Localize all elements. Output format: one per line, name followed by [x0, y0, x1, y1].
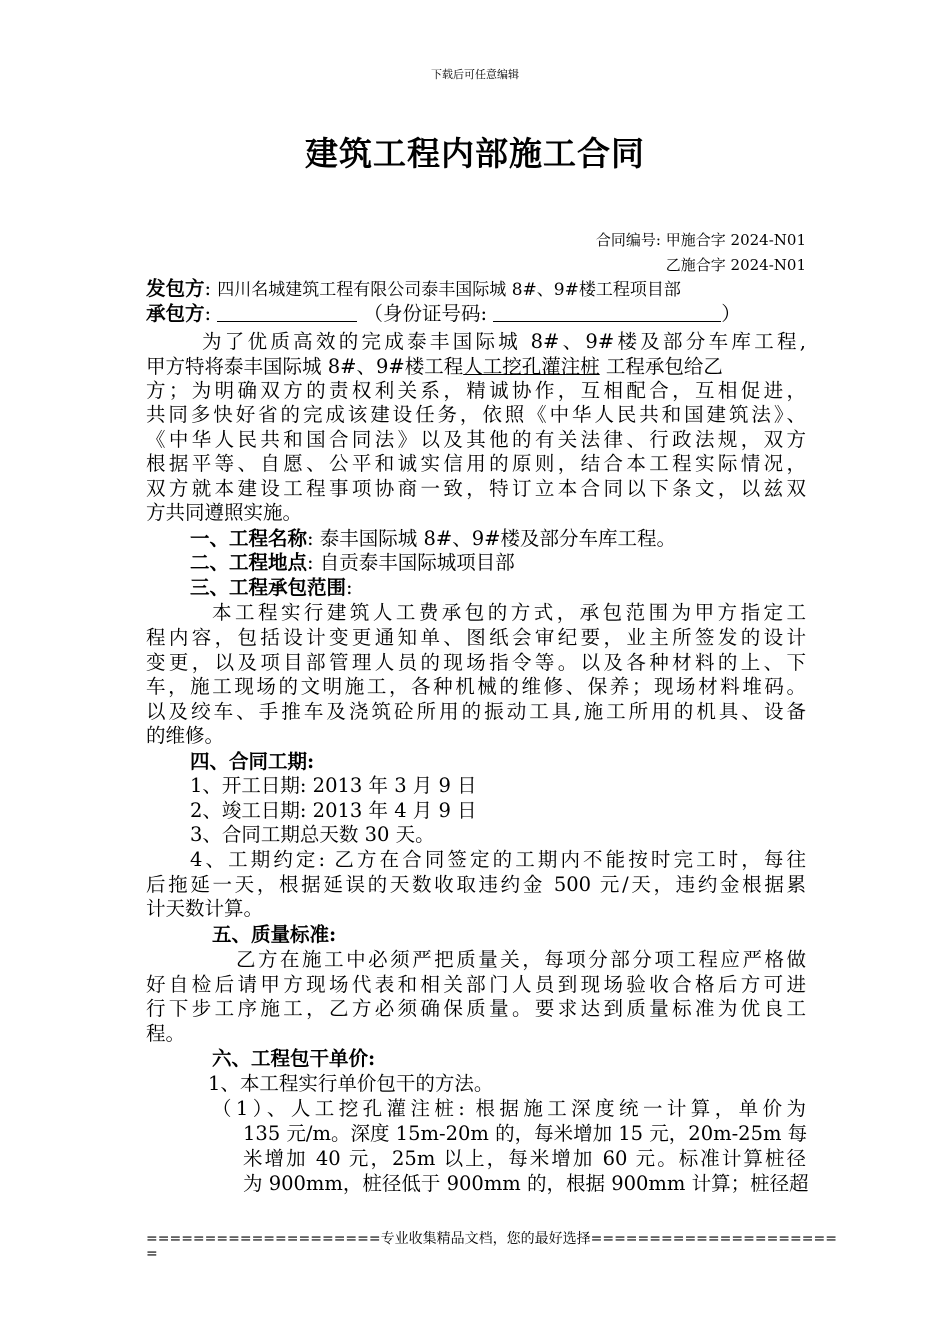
section-5-line-3: 行下步工序施工，乙方必须确保质量。要求达到质量标准为优良工: [146, 997, 806, 1020]
section-3-line-3: 变更，以及项目部管理人员的现场指令等。以及各种材料的上、下: [146, 651, 806, 674]
employer-label: 发包方: [146, 277, 205, 300]
contract-number-yi: 乙施合字 2024-N01: [665, 256, 806, 274]
section-6-para-line-4: 为 900mm，桩径低于 900mm 的，根据 900mm 计算；桩径超: [243, 1172, 809, 1195]
section-5-label: 五、质量标准:: [212, 923, 337, 946]
section-2: [190, 551, 850, 576]
contract-number-label: 合同编号:: [595, 231, 661, 249]
contractor-name-blank: [217, 303, 357, 322]
section-2-value: : 自贡泰丰国际城项目部: [307, 551, 515, 574]
section-4-label: 四、合同工期:: [190, 750, 315, 773]
section-4-item-2: 2、竣工日期: 2013 年 4 月 9 日: [190, 799, 477, 822]
header-note: 下载后可任意编辑: [431, 68, 519, 81]
intro-line-2b: 工程承包给乙: [605, 355, 723, 378]
intro-line-4: 共同多快好省的完成该建设任务，依照《中华人民共和国建筑法》、: [146, 403, 806, 426]
intro-line-6: 根据平等、自愿、公平和诚实信用的原则，结合本工程实际情况，: [146, 452, 806, 475]
contractor-label: 承包方: [146, 302, 205, 325]
section-5-line-2: 好自检后请甲方现场代表和相关部门人员到现场验收合格后方可进: [146, 973, 806, 996]
section-3-line-5: 以及绞车、手推车及浇筑砼所用的振动工具,施工所用的机具、设备: [146, 700, 806, 723]
section-6-para-line-2: 135 元/m。深度 15m-20m 的，每米增加 15 元，20m-25m 每: [243, 1122, 808, 1145]
section-3-line-4: 车，施工现场的文明施工，各种机械的维修、保养；现场材料堆码。: [146, 675, 806, 698]
section-2-label: 二、工程地点: [190, 551, 308, 574]
underlined-scope: 人工挖孔灌注桩: [463, 355, 600, 378]
section-4-item-4c: 计天数计算。: [146, 897, 264, 920]
section-4-item-3: 3、合同工期总天数 30 天。: [190, 823, 435, 846]
section-6-label: 六、工程包干单价:: [212, 1047, 376, 1070]
section-3-heading: [190, 576, 850, 601]
section-4-item-4b: 后拖延一天，根据延误的天数收取违约金 500 元/天，违约金根据累: [146, 873, 806, 896]
section-1-value: : 泰丰国际城 8#、9#楼及部分车库工程。: [307, 527, 676, 550]
contract-number-jia-value: 甲施合字 2024-N01: [665, 231, 806, 249]
contractor-line: 承包方: （身份证号码: ）: [146, 302, 741, 325]
contract-number-jia: [596, 229, 806, 250]
section-6-item-1: 1、本工程实行单价包干的方法。: [208, 1072, 494, 1095]
section-1: [190, 527, 850, 552]
document-title: 建筑工程内部施工合同: [305, 134, 645, 173]
intro-line-1: 为了优质高效的完成泰丰国际城 8#、9#楼及部分车库工程,: [202, 330, 806, 353]
section-3-line-6: 的维修。: [146, 724, 225, 747]
employer-value: 四川名城建筑工程有限公司泰丰国际城 8#、9#楼工程项目部: [217, 280, 681, 300]
footer-line-1: ====================专业收集精品文档，您的最好选择=====================: [146, 1231, 837, 1247]
section-3-line-2: 程内容，包括设计变更通知单、图纸会审纪要，业主所签发的设计: [146, 626, 806, 649]
section-5-line-4: 程。: [146, 1022, 186, 1045]
id-label: （身份证号码:: [363, 302, 488, 325]
employer-line: 发包方: 四川名城建筑工程有限公司泰丰国际城 8#、9#楼工程项目部: [146, 277, 681, 300]
section-4-item-1: 1、开工日期: 2013 年 3 月 9 日: [190, 774, 477, 797]
footer-line-2: =: [146, 1246, 158, 1262]
intro-line-7: 双方就本建设工程事项协商一致，特订立本合同以下条文，以兹双: [146, 477, 806, 500]
section-4-item-4a: 4、工期约定: 乙方在合同签定的工期内不能按时完工时，每往: [190, 848, 806, 871]
section-3-line-1: 本工程实行建筑人工费承包的方式，承包范围为甲方指定工: [212, 601, 806, 624]
intro-line-2: [146, 355, 806, 380]
intro-line-2a: 甲方特将泰丰国际城 8#、9#楼工程: [146, 355, 464, 378]
section-3-colon: :: [346, 576, 353, 599]
intro-line-8: 方共同遵照实施。: [146, 501, 303, 524]
id-number-blank: [493, 303, 721, 322]
section-6-para-line-1: （1）、人工挖孔灌注桩: 根据施工深度统一计算，单价为: [212, 1097, 806, 1120]
section-1-label: 一、工程名称: [190, 527, 308, 550]
section-5-line-1: 乙方在施工中必须严把质量关，每项分部分项工程应严格做: [236, 948, 806, 971]
id-close: ）: [721, 302, 741, 325]
section-3-label: 三、工程承包范围: [190, 576, 347, 599]
intro-line-5: 《中华人民共和国合同法》以及其他的有关法律、行政法规，双方: [146, 428, 806, 451]
intro-line-3: 方；为明确双方的责权利关系，精诚协作，互相配合，互相促进，: [146, 379, 806, 402]
section-6-para-line-3: 米增加 40 元，25m 以上，每米增加 60 元。标准计算桩径: [243, 1147, 806, 1170]
